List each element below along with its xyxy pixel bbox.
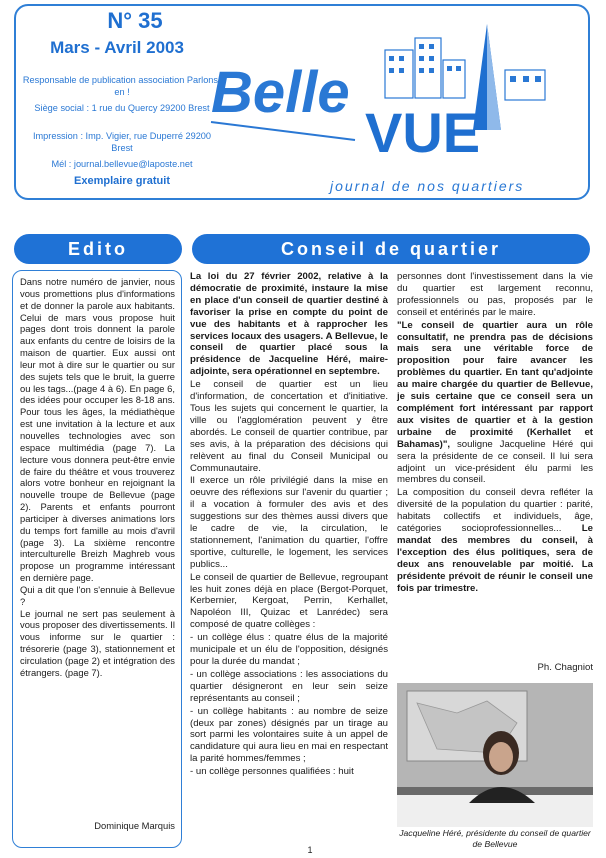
contact-email: Mél : journal.bellevue@laposte.net — [51, 159, 193, 169]
article-quote: "Le conseil de quartier aura un rôle consultatif, ne prendra pas de décisions mais sera une véritable force de proposition pour faire avancer les problèmes du quartier. En tant qu'adjointe au maire chargée du quartier de Bellevue, je suis certaine que ce conseil sera un complément fort intéressant par rapport aux visites de quartier et à la gestion urbaine de proximité (Kerhallet et Bahamas)", — [397, 319, 593, 450]
article-paragraph: Le conseil de quartier de Bellevue, regroupant les huit zones déjà en place (Bergot-Porquet, Kerbernier, Kergoat, Perrin, Kerhallet, Napoléon III, Quizac et Lanrédec) sera composé de quatre collèges : — [190, 571, 388, 631]
article-paragraph: personnes dont l'investissement dans la vie du quartier est largement reconnu, professionnels ou pas, proposés par le conseil et entérinés par le maire. — [397, 271, 593, 318]
free-copy-notice: Exemplaire gratuit — [74, 175, 170, 187]
article-paragraph: Le conseil de quartier est un lieu d'information, de concertation et d'initiative. Tous les sujets qui concernent le quartier, la ville ou l'agglomération peuvent y être abordés. Le conseil de quartier contribue, par ses avis, à la préparation des décisions qui relèvent au final du Conseil Municipal ou Communautaire. — [190, 379, 388, 474]
article-author: Ph. Chagniot — [537, 662, 593, 673]
portrait-photo — [397, 683, 593, 827]
edito-body: Dans notre numéro de janvier, nous vous promettions plus d'informations et de donner la parole aux habitants. Celui de mars vous propose huit pages dont trois donnent la parole aux enfants du centre de loisirs de la maison de quartier. Eux aussi ont leur mot à dire sur le quartier ou sur des sujets tels que le bruit, la guerre ou les tags...(page 4 à 6). En page 6, des idées pour occuper les 8-18 ans. Pour tous les âges, la médiathèque est une invitation à la lecture et aux nouvelles technologies avec son espace multimédia (page 7). La lecture vous donnera peut-être envie de faire du théâtre et vous trouverez alors votre bonheur en rejoignant la nouvelle troupe de Bellevue (page 2). Parents et enfants pourront participer à diverses animations lors du temps fort famille au mois d'avril (page 3). La sixième rencontre interculturelle Breizh Maghreb vous propose un programme intéressant en dernière page. Qui a dit que l'on s'ennuie à Bellevue ? Le journal ne sert pas seulement à vous proposer des divertissements. Il vous informe sur le quartier : trésorerie (page 3), stationnement et circulation (page 2) et intégration des étrangers. (page 7). — [20, 276, 175, 678]
article-paragraph: - un collège élus : quatre élus de la majorité municipale et un élu de l'opposition, désignés pour la durée du mandat ; — [190, 632, 388, 667]
logo-text-belle: Belle — [211, 60, 350, 125]
article-column-2 — [397, 271, 593, 595]
article-paragraph: souligne Jacqueline Héré qui sera la présidente de ce conseil. Il lui sera adjoint un vice-président élu parmi les membres du conseil. — [397, 438, 593, 486]
logo-text-vue: VUE — [365, 101, 481, 164]
article-paragraph: - un collège personnes qualifiées : huit — [190, 766, 354, 778]
page-number: 1 — [307, 845, 313, 855]
publication-responsible: Responsable de publication association Parlons-en ! — [22, 75, 222, 97]
head-office-address: Siège social : 1 rue du Quercy 29200 Brest — [34, 103, 210, 113]
article-paragraph: - un collège habitants : au nombre de seize (deux par zones) désignés par un tirage au sort parmi les volontaires suite à un appel de candidature qui aura lieu en mai en respectant la parité hommes/femmes ; — [190, 705, 388, 765]
article-paragraph: Il exerce un rôle privilégié dans la mise en oeuvre des réflexions sur l'avenir du quartier ; il a vocation à formuler des avis et des suggestions sur des thèmes aussi divers que le cadre de vie, la circulation, le stationnement, l'animation du quartier, l'offre sportive, culturelle, le logement, les services publics... — [190, 475, 388, 570]
article-column-1 — [190, 271, 388, 779]
article-heading: Conseil de quartier — [192, 234, 590, 264]
edito-signature: Dominique Marquis — [94, 820, 175, 831]
article-paragraph: - un collège associations : les associations du quartier désigneront en leur sein seize représentants au conseil ; — [190, 668, 388, 704]
edito-heading: Edito — [14, 234, 182, 264]
bellevue-logo — [205, 20, 565, 180]
issue-date: Mars - Avril 2003 — [50, 38, 184, 57]
tagline: journal de nos quartiers — [330, 178, 525, 194]
printer-address: Impression : Imp. Vigier, rue Duperré 29200 Brest — [32, 131, 212, 153]
article-paragraph: La composition du conseil devra refléter la diversité de la population du quartier : parité, habitats collectifs et individuels, âge, catégories socioprofessionnelles... — [397, 487, 593, 535]
photo-caption: Jacqueline Héré, présidente du conseil de quartier de Bellevue — [399, 828, 591, 849]
article-intro: La loi du 27 février 2002, relative à la démocratie de proximité, instaure la mise en place d'un conseil de quartier destiné à favoriser la prise en compte du point de vue des habitants et à rapprocher les services locaux des usagers. A Bellevue, le conseil de quartier placé sous la présidence de Jacqueline Héré, maire-adjointe, sera opérationnel en septembre. — [190, 271, 388, 378]
issue-number: N° 35 — [107, 8, 163, 33]
article-paragraph-bold: Le mandat des membres du conseil, à l'exception des élus politiques, sera de deux ans renouvelable par moitié. La présidente prévoit de réunir le conseil une fois par trimestre. — [397, 523, 593, 594]
